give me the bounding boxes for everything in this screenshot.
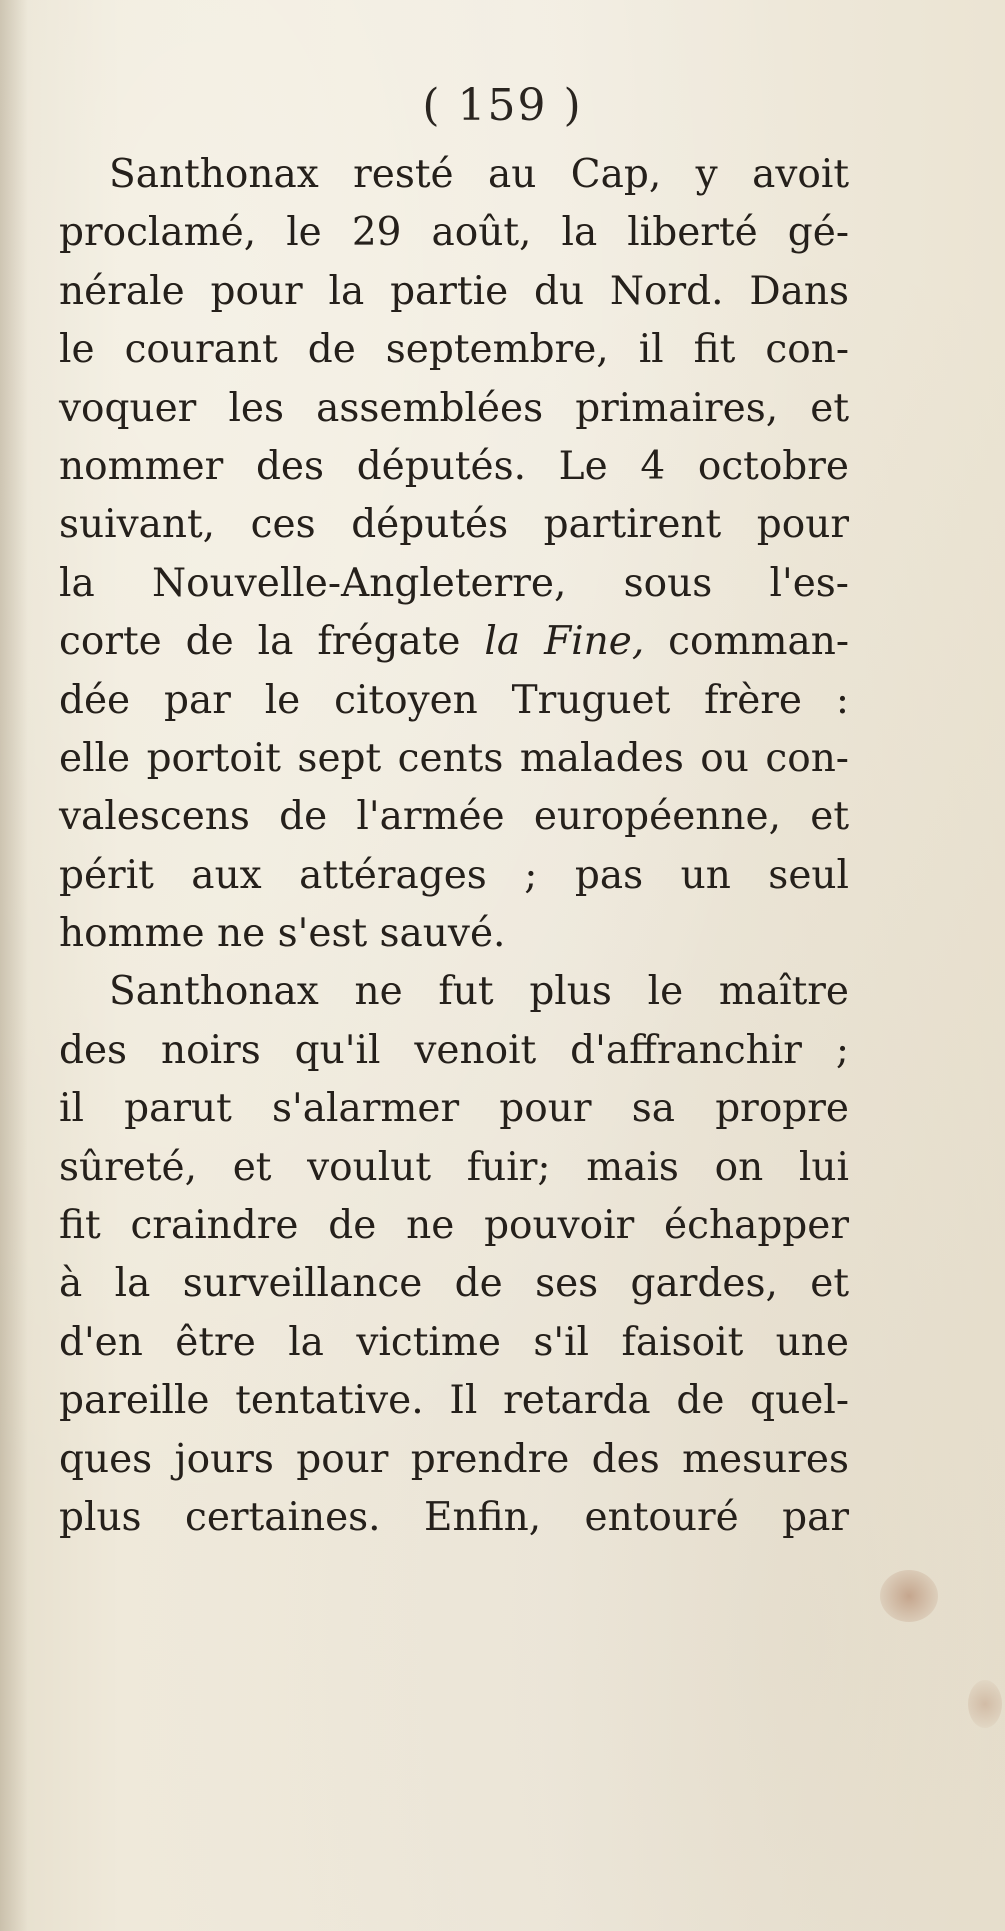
text-line: proclamé, le 29 août, la liberté gé- (59, 210, 849, 256)
text-line: à la surveillance de ses gardes, et (59, 1261, 849, 1307)
text-line: voquer les assemblées primaires, et (59, 385, 849, 431)
body-text (59, 146, 849, 1547)
text-line: elle portoit sept cents malades ou con- (59, 735, 849, 781)
text-line: le courant de septembre, il fit con- (59, 327, 849, 373)
text-line: il parut s'alarmer pour sa propre (59, 1086, 849, 1132)
text-line: ques jours pour prendre des mesures (59, 1436, 849, 1482)
text-line: Santhonax resté au Cap, y avoit (109, 152, 849, 197)
text-line: suivant, ces députés partirent pour (59, 502, 849, 548)
text-line: périt aux attérages ; pas un seul (59, 852, 849, 898)
text-line: plus certaines. Enfin, entouré par (59, 1494, 849, 1540)
text-line: fit craindre de ne pouvoir échapper (59, 1203, 849, 1249)
text-line: sûreté, et voulut fuir; mais on lui (59, 1144, 849, 1190)
text-fragment: corte de la frégate (59, 619, 485, 665)
paragraph (59, 146, 849, 963)
text-line: valescens de l'armée européenne, et (59, 794, 849, 840)
paragraph (59, 963, 849, 1547)
text-line: des noirs qu'il venoit d'affranchir ; (59, 1027, 849, 1073)
text-fragment: comman- (644, 619, 850, 665)
text-line: pareille tentative. Il retarda de quel- (59, 1378, 849, 1424)
text-line: nérale pour la partie du Nord. Dans (59, 268, 849, 314)
foxing-stain (968, 1680, 1002, 1728)
page-number: ( 159 ) (422, 80, 583, 131)
text-line: Santhonax ne fut plus le maître (109, 969, 849, 1015)
gutter-shadow (0, 0, 28, 1931)
text-line: homme ne s'est sauvé. (59, 911, 506, 957)
text-line (59, 613, 849, 671)
foxing-stain (880, 1570, 938, 1622)
italic-ship-name: la Fine, (484, 619, 645, 665)
text-line: nommer des députés. Le 4 octobre (59, 443, 849, 489)
text-line: d'en être la victime s'il faisoit une (59, 1319, 849, 1365)
text-line: la Nouvelle-Angleterre, sous l'es- (59, 560, 849, 606)
text-line: dée par le citoyen Truguet frère : (59, 677, 849, 723)
